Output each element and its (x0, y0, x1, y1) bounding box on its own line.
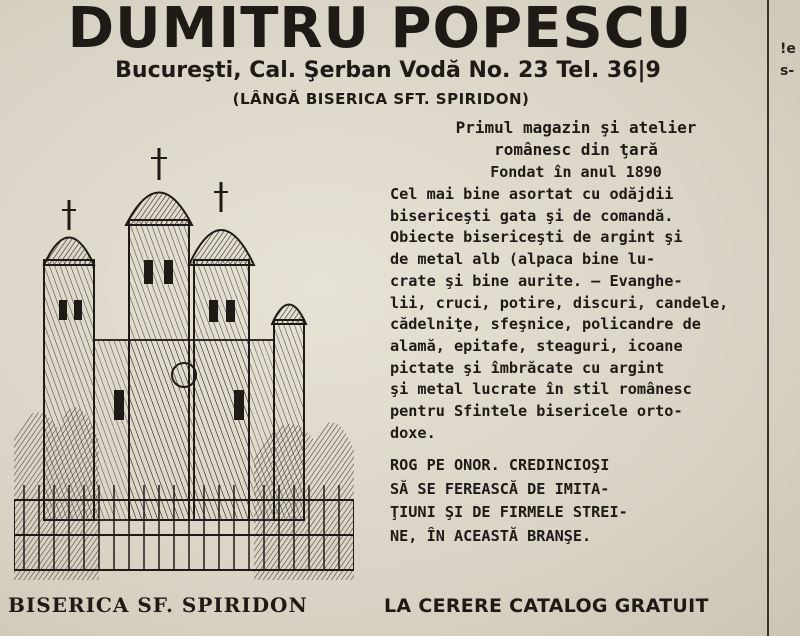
body-line: crate şi bine aurite. — Evanghe- (390, 271, 683, 290)
founded-year: Fondat în anul 1890 (490, 163, 662, 181)
ad-text-column (390, 117, 762, 548)
body-line: Cel mai bine asortat cu odăjdii (390, 185, 674, 203)
body-line: pictate şi îmbrăcate cu argint (390, 358, 665, 377)
store-address: Bucureşti, Cal. Şerban Vodă No. 23 Tel. 36|9 (115, 58, 661, 83)
free-catalog-note: LA CERERE CATALOG GRATUIT (384, 595, 709, 617)
body-line: alamă, epitafe, steaguri, icoane (390, 336, 683, 355)
column-divider (767, 0, 769, 636)
body-line: bisericeşti gata şi de comandă. (390, 206, 674, 225)
location-note: (LÂNGĂ BISERICA SFT. SPIRIDON) (232, 90, 530, 108)
ad-body (390, 184, 762, 444)
warning-line: ŢIUNI ŞI DE FIRMELE STREI- (390, 503, 628, 522)
body-line: de metal alb (alpaca bine lu- (390, 250, 656, 269)
warning-line: NE, ÎN ACEASTĂ BRANŞE. (390, 526, 592, 545)
church-engraving-icon (14, 140, 354, 580)
warning-line: SĂ SE FEREASCĂ DE IMITA- (390, 479, 610, 498)
body-line: lii, cruci, potire, discuri, candele, (390, 293, 729, 312)
headline-line-2: românesc din ţară (494, 140, 658, 159)
body-line: Obiecte bisericeşti de argint şi (390, 228, 683, 247)
body-line: cădelniţe, sfeşnice, policandre de (390, 315, 701, 334)
body-line: pentru Sfintele bisericele orto- (390, 402, 683, 421)
warning-line: ROG PE ONOR. CREDINCIOŞI (390, 456, 610, 475)
adjacent-column-fragment: !e s- (780, 41, 796, 79)
headline-line-1: Primul magazin şi atelier (455, 118, 697, 137)
body-line: şi metal lucrate în stil românesc (390, 380, 692, 399)
church-caption: BISERICA SF. SPIRIDON (8, 593, 308, 617)
body-line: doxe. (390, 423, 436, 442)
imitation-warning (390, 454, 762, 548)
advertiser-name: DUMITRU POPESCU (67, 0, 693, 61)
